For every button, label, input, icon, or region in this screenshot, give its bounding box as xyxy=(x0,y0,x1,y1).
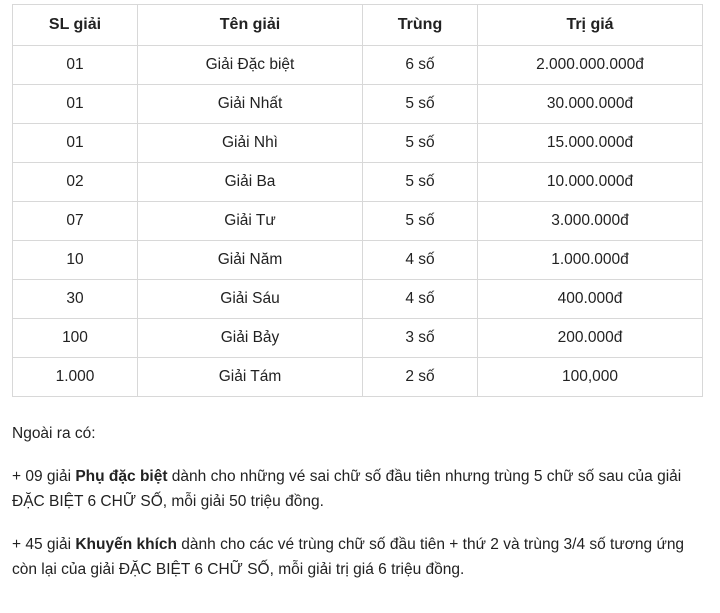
column-header-match: Trùng xyxy=(363,5,478,46)
cell-count: 01 xyxy=(13,124,138,163)
cell-name: Giải Tám xyxy=(138,358,363,397)
note2-prefix: + 45 giải xyxy=(12,536,76,554)
note1-prefix: + 09 giải xyxy=(12,468,76,486)
note2-suffix: dành cho các vé trùng chữ số đầu tiên + thứ 2 và trùng 3/4 số tương ứng còn lại của giải ĐẶC BIỆT 6 CHỮ SỐ, mỗi giải trị giá 6 triệu đồng. xyxy=(12,536,685,579)
cell-name: Giải Tư xyxy=(138,202,363,241)
column-header-value: Trị giá xyxy=(478,5,703,46)
additional-notes xyxy=(12,421,708,583)
note1-suffix: dành cho những vé sai chữ số đầu tiên nhưng trùng 5 chữ số sau của giải ĐẶC BIỆT 6 CHỮ SỐ, mỗi giải 50 triệu đồng. xyxy=(12,468,682,511)
cell-count: 100 xyxy=(13,319,138,358)
table-row xyxy=(13,319,703,358)
table-row xyxy=(13,163,703,202)
cell-count: 1.000 xyxy=(13,358,138,397)
cell-value: 400.000đ xyxy=(478,280,703,319)
cell-match: 5 số xyxy=(363,124,478,163)
cell-count: 02 xyxy=(13,163,138,202)
notes-intro: Ngoài ra có: xyxy=(12,425,96,442)
cell-value: 10.000.000đ xyxy=(478,163,703,202)
table-row xyxy=(13,241,703,280)
prize-table xyxy=(12,4,703,397)
table-body xyxy=(13,46,703,397)
cell-value: 100,000 xyxy=(478,358,703,397)
note1-bold: Phụ đặc biệt xyxy=(75,468,168,486)
table-row xyxy=(13,46,703,85)
table-header-row xyxy=(13,5,703,46)
table-row xyxy=(13,202,703,241)
cell-match: 3 số xyxy=(363,319,478,358)
cell-match: 4 số xyxy=(363,280,478,319)
note2-bold: Khuyến khích xyxy=(75,536,177,554)
cell-match: 6 số xyxy=(363,46,478,85)
cell-name: Giải Bảy xyxy=(138,319,363,358)
lottery-prize-structure-page xyxy=(0,4,720,613)
column-header-count: SL giải xyxy=(13,5,138,46)
cell-value: 2.000.000.000đ xyxy=(478,46,703,85)
cell-name: Giải Ba xyxy=(138,163,363,202)
column-header-name: Tên giải xyxy=(138,5,363,46)
cell-name: Giải Năm xyxy=(138,241,363,280)
cell-match: 4 số xyxy=(363,241,478,280)
cell-count: 07 xyxy=(13,202,138,241)
table-row xyxy=(13,358,703,397)
cell-value: 30.000.000đ xyxy=(478,85,703,124)
cell-value: 15.000.000đ xyxy=(478,124,703,163)
cell-count: 01 xyxy=(13,46,138,85)
note-special-extra xyxy=(12,464,708,514)
cell-value: 1.000.000đ xyxy=(478,241,703,280)
cell-name: Giải Nhất xyxy=(138,85,363,124)
cell-name: Giải Đặc biệt xyxy=(138,46,363,85)
cell-match: 5 số xyxy=(363,202,478,241)
cell-count: 30 xyxy=(13,280,138,319)
cell-name: Giải Nhì xyxy=(138,124,363,163)
cell-count: 01 xyxy=(13,85,138,124)
table-row xyxy=(13,85,703,124)
table-row xyxy=(13,124,703,163)
cell-match: 2 số xyxy=(363,358,478,397)
note-consolation xyxy=(12,532,708,582)
cell-match: 5 số xyxy=(363,85,478,124)
cell-name: Giải Sáu xyxy=(138,280,363,319)
cell-match: 5 số xyxy=(363,163,478,202)
table-row xyxy=(13,280,703,319)
cell-value: 3.000.000đ xyxy=(478,202,703,241)
table-header xyxy=(13,5,703,46)
cell-count: 10 xyxy=(13,241,138,280)
cell-value: 200.000đ xyxy=(478,319,703,358)
